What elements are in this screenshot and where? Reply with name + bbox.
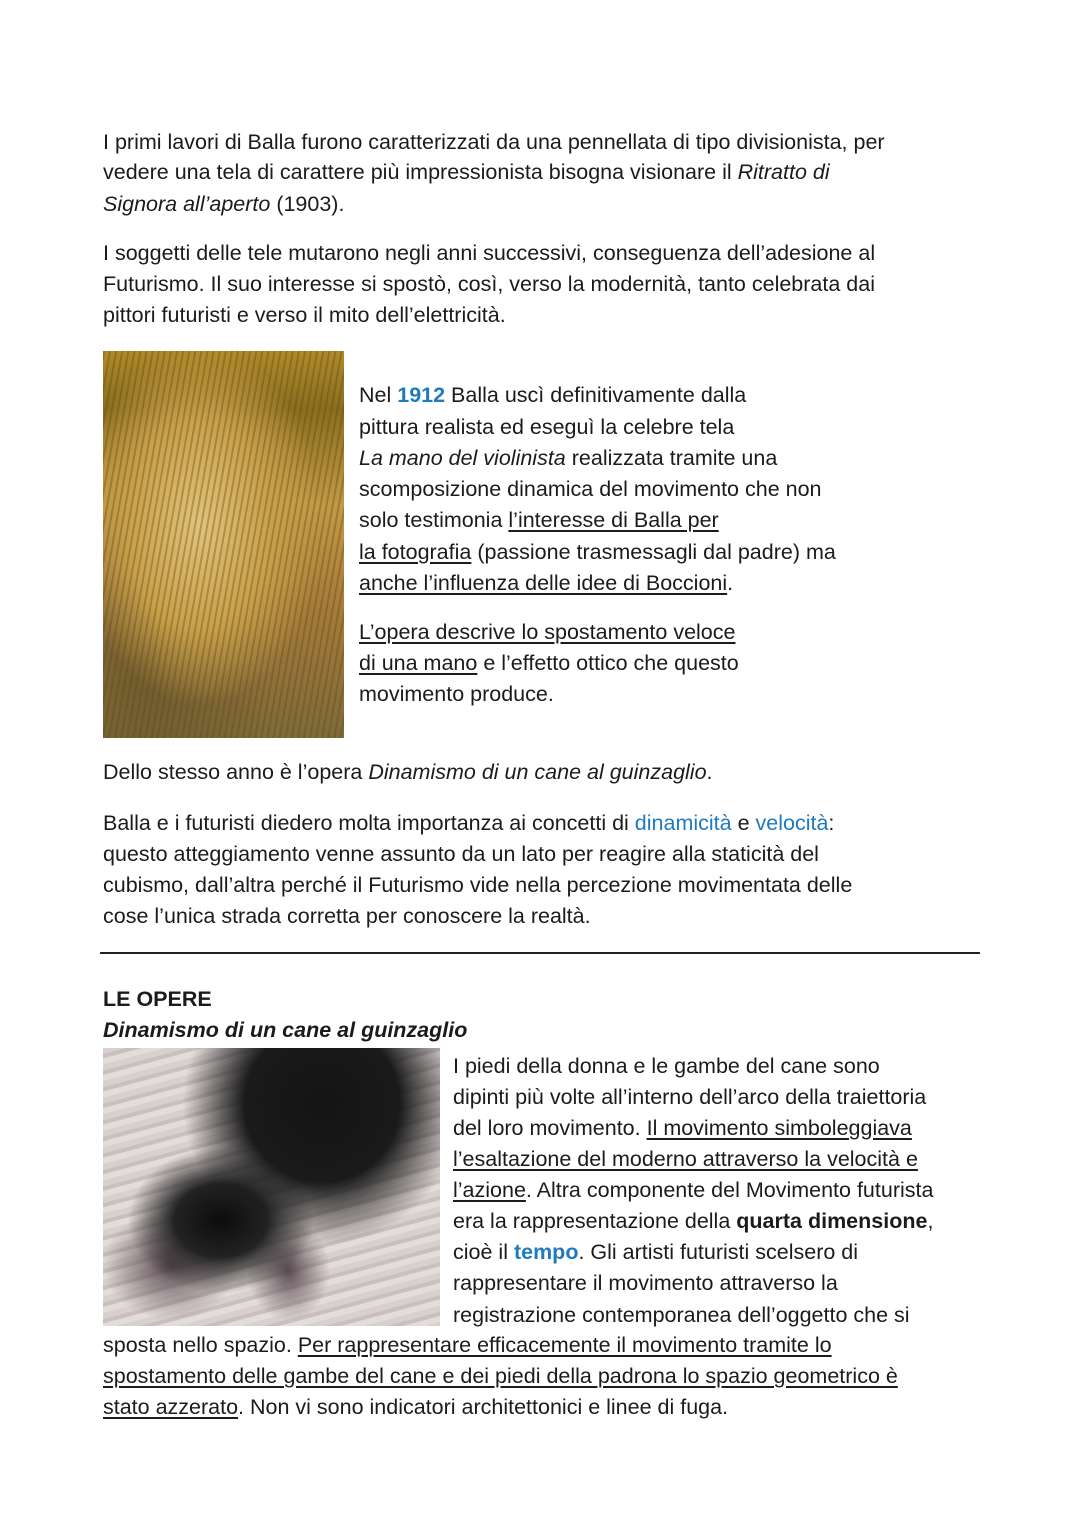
text-line: [103, 1362, 898, 1390]
text-span: e l’effetto ottico che questo: [477, 651, 739, 675]
underlined-text: Per rappresentare efficacemente il movimento tramite lo: [297, 1333, 832, 1357]
text-span: La mano del violinista: [359, 446, 566, 470]
text-line: [359, 475, 822, 503]
text-span: .: [727, 571, 734, 595]
text-line: [453, 1052, 880, 1080]
underlined-text: la fotografia: [359, 540, 472, 564]
text-line: [103, 809, 834, 837]
underlined-text: l’azione: [453, 1178, 526, 1202]
text-span: movimento produce.: [359, 682, 554, 706]
text-line: [453, 1176, 933, 1204]
painting-dinamismo-di-un-cane: [103, 1048, 440, 1326]
text-span: Dinamismo di un cane al guinzaglio: [368, 760, 707, 784]
text-span: . Altra componente del Movimento futurista: [525, 1178, 934, 1202]
text-line: [453, 1238, 858, 1266]
underlined-text: anche l’influenza delle idee di Boccioni: [359, 571, 728, 595]
highlighted-text: quarta dimensione: [736, 1209, 928, 1233]
text-line: [103, 1393, 728, 1421]
text-span: Ritratto di: [737, 160, 830, 184]
text-span: questo atteggiamento venne assunto da un lato per reagire alla staticità del: [103, 842, 819, 866]
text-span: I soggetti delle tele mutarono negli anni successivi, conseguenza dell’adesione al: [103, 241, 876, 265]
text-line: [359, 649, 739, 677]
painting-la-mano-del-violinista: [103, 351, 344, 738]
text-line: [103, 871, 852, 899]
text-line: [359, 506, 719, 534]
text-span: . Non vi sono indicatori architettonici e linee di fuga.: [238, 1395, 729, 1419]
text-line: [359, 538, 836, 566]
text-line: [453, 1114, 912, 1142]
text-span: dipinti più volte all’interno dell’arco della traiettoria: [453, 1085, 927, 1109]
text-line: [103, 902, 591, 930]
text-span: del loro movimento.: [453, 1116, 647, 1140]
text-span: solo testimonia: [359, 508, 509, 532]
text-span: ,: [927, 1209, 934, 1233]
text-line: [453, 1207, 933, 1235]
text-line: [453, 1269, 838, 1297]
text-line: [103, 301, 506, 329]
text-line: [359, 618, 735, 646]
text-span: I piedi della donna e le gambe del cane sono: [453, 1054, 880, 1078]
text-line: [359, 381, 746, 409]
text-span: :: [828, 811, 835, 835]
text-span: scomposizione dinamica del movimento che non: [359, 477, 822, 501]
text-span: cose l’unica strada corretta per conoscere la realtà.: [103, 904, 591, 928]
underlined-text: stato azzerato: [103, 1395, 239, 1419]
text-line: [103, 985, 212, 1013]
text-span: registrazione contemporanea dell’oggetto che si: [453, 1303, 910, 1327]
highlighted-text: 1912: [397, 383, 446, 407]
highlighted-text: LE OPERE: [103, 987, 212, 1011]
underlined-text: l’interesse di Balla per: [508, 508, 719, 532]
text-span: Signora all’aperto: [103, 192, 271, 216]
text-span: (1903).: [270, 192, 345, 216]
text-line: [103, 840, 819, 868]
text-span: rappresentare il movimento attraverso la: [453, 1271, 838, 1295]
underlined-text: Il movimento simboleggiava: [646, 1116, 912, 1140]
underlined-text: spostamento delle gambe del cane e dei piedi della padrona lo spazio geometrico è: [103, 1364, 898, 1388]
text-span: vedere una tela di carattere più impressionista bisogna visionare il: [103, 160, 738, 184]
text-line: [103, 158, 830, 186]
text-span: Futurismo. Il suo interesse si spostò, così, verso la modernità, tanto celebrata dai: [103, 272, 875, 296]
text-span: Balla e i futuristi diedero molta importanza ai concetti di: [103, 811, 635, 835]
text-line: [103, 190, 344, 218]
text-span: cubismo, dall’altra perché il Futurismo vide nella percezione movimentata delle: [103, 873, 853, 897]
underlined-text: di una mano: [359, 651, 478, 675]
text-span: Balla uscì definitivamente dalla: [445, 383, 747, 407]
text-line: [103, 239, 875, 267]
text-line: [103, 1331, 832, 1359]
section-divider: [100, 952, 980, 954]
text-line: [359, 444, 777, 472]
text-span: pittori futuristi e verso il mito dell’elettricità.: [103, 303, 506, 327]
highlighted-text: velocità: [755, 811, 829, 835]
text-line: [453, 1301, 910, 1329]
text-span: Dello stesso anno è l’opera: [103, 760, 369, 784]
text-span: era la rappresentazione della: [453, 1209, 737, 1233]
text-line: [103, 128, 885, 156]
underlined-text: l’esaltazione del moderno attraverso la velocità e: [453, 1147, 918, 1171]
text-span: cioè il: [453, 1240, 514, 1264]
text-line: [103, 1016, 467, 1044]
text-span: Nel: [359, 383, 398, 407]
text-span: I primi lavori di Balla furono caratterizzati da una pennellata di tipo divisionista, per: [103, 130, 885, 154]
highlighted-text: tempo: [513, 1240, 579, 1264]
highlighted-text: dinamicità: [634, 811, 732, 835]
text-line: [103, 270, 875, 298]
text-line: [359, 413, 734, 441]
text-span: realizzata tramite una: [565, 446, 778, 470]
highlighted-text: Dinamismo di un cane al guinzaglio: [103, 1018, 468, 1042]
text-span: .: [706, 760, 713, 784]
text-span: e: [731, 811, 756, 835]
text-line: [103, 758, 713, 786]
text-line: [359, 680, 554, 708]
text-span: sposta nello spazio.: [103, 1333, 298, 1357]
text-line: [453, 1145, 918, 1173]
underlined-text: L’opera descrive lo spostamento veloce: [359, 620, 736, 644]
text-line: [359, 569, 733, 597]
text-span: (passione trasmessagli dal padre) ma: [471, 540, 836, 564]
text-span: . Gli artisti futuristi scelsero di: [578, 1240, 859, 1264]
text-line: [453, 1083, 926, 1111]
text-span: pittura realista ed eseguì la celebre tela: [359, 415, 735, 439]
